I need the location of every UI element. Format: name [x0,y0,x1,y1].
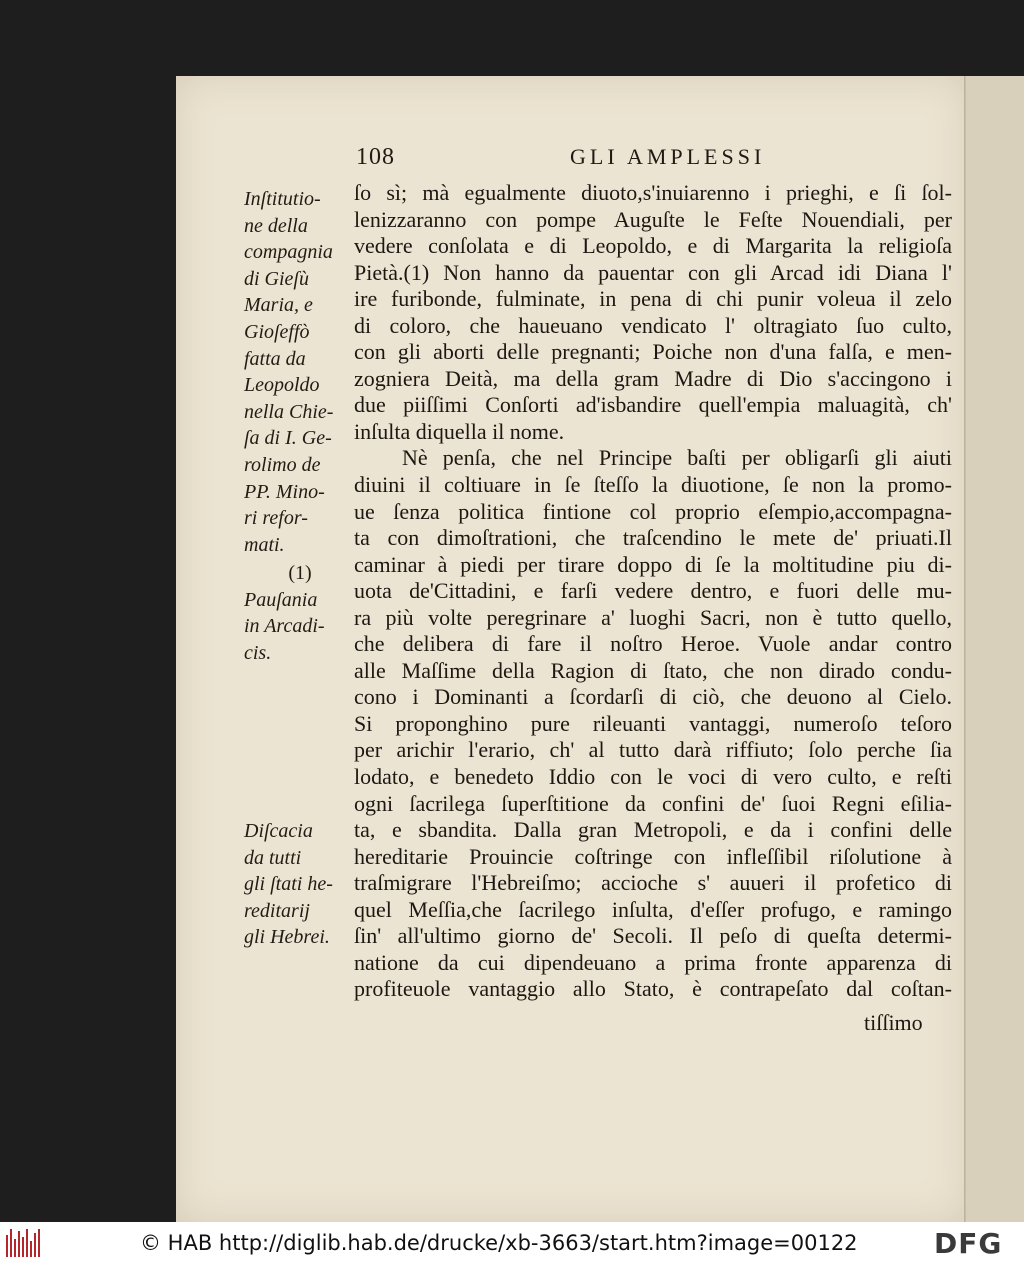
margin-note-line: gli ſtati he- [244,873,333,896]
text-line: traſmigrare l'Hebreiſmo; accioche s' auueri il profetico di [354,870,952,896]
text-line: Pietà.(1) Non hanno da pauentar con gli Arcad idi Diana l' [354,259,952,285]
margin-note-line: nella Chie- [244,400,334,423]
margin-note-line: Maria, e [244,294,313,317]
margin-note-hebrei [244,818,356,951]
catchword: tiſſimo [864,1010,923,1035]
main-text-block [354,180,952,1003]
text-line: diuini il coltiuare in ſe ſteſſo la diuotione, ſe non la promo- [354,472,952,498]
margin-note-institution [244,186,356,558]
facing-page-edge [966,76,1024,1222]
margin-note-line: gli Hebrei. [244,926,330,949]
text-line: che delibera di fare il noſtro Heroe. Vuole andar contro [354,631,952,657]
source-link[interactable]: © HAB http://diglib.hab.de/drucke/xb-3663/start.htm?image=00122 [140,1231,858,1255]
margin-note-line: di Gieſù [244,267,309,290]
text-line: per arichir l'erario, ch' al tutto darà riffiuto; ſolo perche ſia [354,737,952,763]
text-line: Si proponghino pure rileuanti vantaggi, numeroſo teſoro [354,710,952,736]
text-line: caminar à piedi per tirare doppo di ſe la moltitudine piu di- [354,551,952,577]
margin-note-line: da tutti [244,846,302,869]
text-line: ire furibonde, fulminate, in pena di chi punir voleua il zelo [354,286,952,312]
margin-note-line: ri refor- [244,507,308,530]
text-line: Nè penſa, che nel Principe baſti per obligarſi gli aiuti [402,445,952,471]
text-line: ra più volte peregrinare a' luoghi Sacri, non è tutto quello, [354,604,952,630]
margin-note-reference: (1) [288,562,312,584]
dfg-logo: DFG [934,1227,1003,1260]
text-line: ogni ſacrilega ſuperſtitione da confini de' ſuoi Regni eſilia- [354,790,952,816]
margin-note-line: cis. [244,641,272,664]
text-line: quel Meſſia,che ſacrilego inſulta, d'eſſer profugo, e ramingo [354,896,952,922]
text-line: inſulta diquella il nome. [354,418,565,444]
text-line: vedere conſolata e di Leopoldo, e di Margarita la religioſa [354,233,952,259]
margin-note-line: Diſcacia [244,820,313,842]
hab-barcode-logo-icon [6,1229,42,1257]
text-line: ta, e sbandita. Dalla gran Metropoli, e da i confini delle [354,817,952,843]
viewer-footer [0,1222,1024,1264]
text-line: lenizzaranno con pompe Auguſte le Feſte Nouendiali, per [354,206,952,232]
text-line: ſo sì; mà egualmente diuoto,s'inuiarenno i prieghi, e ſi ſol- [354,180,952,205]
text-line: con gli aborti delle pregnanti; Poiche non d'una falſa, e men- [354,339,952,365]
text-line: cono i Dominanti a ſcordarſi di ciò, che deuono al Cielo. [354,684,952,710]
margin-note-line: mati. [244,533,285,556]
text-line: profiteuole vantaggio allo Stato, è contrapeſato dal coſtan- [354,976,952,1002]
margin-note-line: PP. Mino- [244,480,325,503]
margin-note-line: reditarij [244,899,310,922]
text-line: ſin' all'ultimo giorno de' Secoli. Il peſo di queſta determi- [354,923,952,949]
margin-note-pausania [244,560,356,666]
margin-note-line: ſa di I. Ge- [244,427,332,450]
text-line: ue ſenza politica fintione col proprio eſempio,accompagna- [354,498,952,524]
margin-note-line: in Arcadi- [244,615,325,638]
text-line: zogniera Deità, ma della gram Madre di Dio s'accingono i [354,365,952,391]
margin-note-line: rolimo de [244,453,321,476]
page-number: 108 [356,144,395,170]
margin-note-line: ne della [244,214,308,237]
text-line: di coloro, che haueuano vendicato l' oltragiato ſuo culto, [354,312,952,338]
page-header [356,144,956,172]
margin-note-line: fatta da [244,347,306,370]
text-line: lodato, e benedeto Iddio con le voci di vero culto, e reſti [354,764,952,790]
margin-note-line: Pauſania [244,588,318,611]
margin-note-line: compagnia [244,241,333,264]
margin-note-line: Leopoldo [244,374,320,397]
text-line: due piiſſimi Conſorti ad'isbandire quell'empia maluagità, ch' [354,392,952,418]
margin-note-line: Inſtitutio- [244,188,321,210]
text-line: uota de'Cittadini, e farſi vedere dentro, e fuori delle mu- [354,578,952,604]
text-line: natione da cui dipendeuano a prima fronte apparenza di [354,949,952,975]
text-line: ta con dimoſtrationi, che traſcendino le mete de' priuati.Il [354,525,952,551]
text-line: alle Maſſime della Ragion di ſtato, che non dirado condu- [354,657,952,683]
bleed-through-text [970,194,1024,247]
running-title: GLI AMPLESSI [570,144,766,169]
margin-note-line: Gioſeffò [244,320,310,343]
text-line: hereditarie Prouincie coſtringe con infleſſibil riſolutione à [354,843,952,869]
